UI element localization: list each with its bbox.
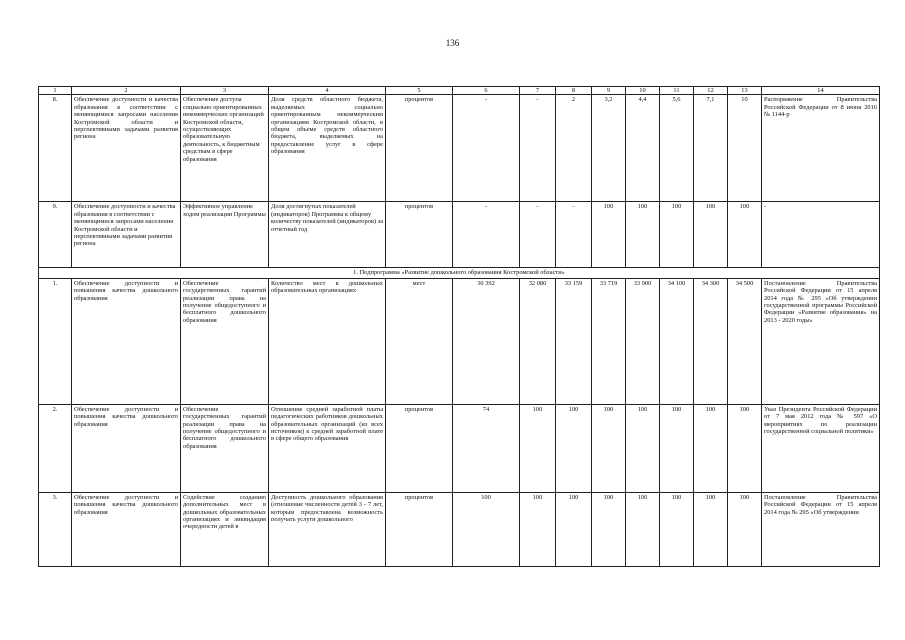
value-cell: - — [453, 202, 520, 268]
indicator-cell: Доля достигнутых показателей (индикаторов) Программы к общему количеству показателей (индикаторов) за отчетный год — [269, 202, 386, 268]
column-number: 10 — [626, 87, 660, 95]
value-cell: 74 — [453, 404, 520, 492]
value-cell: 33 900 — [626, 278, 660, 404]
value-cell: 34 300 — [694, 278, 728, 404]
task-cell: Обеспечение государственных гарантий реализации права на получение общедоступного и бесплатного дошкольного образования — [181, 278, 269, 404]
column-number: 7 — [520, 87, 556, 95]
row-number: 3. — [39, 492, 72, 566]
value-cell: 100 — [660, 492, 694, 566]
task-cell: Обеспечение доступа социально ориентированных некоммерческих организаций Костромской области, осуществляющих образовательную деятельность, к бюджетным средствам в сфере образования — [181, 95, 269, 202]
legal-basis-cell: Указ Президента Российской Федерации от 7 мая 2012 года № 597 «О мероприятиях по реализации государственной социальной политики» — [762, 404, 880, 492]
value-cell: 100 — [520, 492, 556, 566]
goal-cell: Обеспечение доступности и повышения качества дошкольного образования — [72, 404, 181, 492]
value-cell: 100 — [694, 492, 728, 566]
value-cell: 3,2 — [592, 95, 626, 202]
value-cell: 5,6 — [660, 95, 694, 202]
unit-cell: процентов — [386, 202, 453, 268]
value-cell: 7,1 — [694, 95, 728, 202]
unit-cell: мест — [386, 278, 453, 404]
table-row — [39, 95, 880, 202]
column-number: 4 — [269, 87, 386, 95]
column-number: 3 — [181, 87, 269, 95]
task-cell: Эффективное управление ходом реализации Программы — [181, 202, 269, 268]
legal-basis-cell: Постановление Правительства Российской Федерации от 15 апреля 2014 года № 295 «Об утверждении — [762, 492, 880, 566]
value-cell: 100 — [728, 492, 762, 566]
value-cell: 100 — [592, 404, 626, 492]
value-cell: 100 — [728, 202, 762, 268]
goal-cell: Обеспечение доступности и качества образования в соответствии с меняющимися запросами населения Костромской области и перспективными задачами развития региона — [72, 202, 181, 268]
goal-cell: Обеспечение доступности и качества образования в соответствии с меняющимися запросами населения Костромской области и перспективными задачами развития региона — [72, 95, 181, 202]
column-number: 2 — [72, 87, 181, 95]
task-cell: Содействие созданию дополнительных мест в дошкольных образовательных организациях и ликвидация очередности детей в — [181, 492, 269, 566]
row-number: 8. — [39, 95, 72, 202]
value-cell: 100 — [556, 492, 592, 566]
value-cell: 100 — [453, 492, 520, 566]
value-cell: 100 — [728, 404, 762, 492]
value-cell: 2 — [556, 95, 592, 202]
value-cell: 100 — [626, 202, 660, 268]
indicator-cell: Отношение средней заработной платы педагогических работников дошкольных образовательных организаций (из всех источников) к средней заработной плате в сфере общего образования — [269, 404, 386, 492]
value-cell: 33 719 — [592, 278, 626, 404]
value-cell: 100 — [592, 492, 626, 566]
value-cell: - — [520, 95, 556, 202]
table-row — [39, 202, 880, 268]
value-cell: 30 392 — [453, 278, 520, 404]
value-cell: 4,4 — [626, 95, 660, 202]
column-number: 1 — [39, 87, 72, 95]
indicator-cell: Доля средств областного бюджета, выделяемых социально ориентированным некоммерческим организациям Костромской области, в общем объеме средств областного бюджета, выделяемых на предоставление услуг в сфере образования — [269, 95, 386, 202]
legal-basis-cell: - — [762, 202, 880, 268]
goal-cell: Обеспечение доступности и повышения качества дошкольного образования — [72, 492, 181, 566]
value-cell: 33 159 — [556, 278, 592, 404]
goal-cell: Обеспечение доступности и повышения качества дошкольного образования — [72, 278, 181, 404]
value-cell: 100 — [694, 202, 728, 268]
column-number: 11 — [660, 87, 694, 95]
unit-cell: процентов — [386, 95, 453, 202]
unit-cell: процентов — [386, 492, 453, 566]
unit-cell: процентов — [386, 404, 453, 492]
column-number: 14 — [762, 87, 880, 95]
table-row — [39, 492, 880, 566]
value-cell: 10 — [728, 95, 762, 202]
value-cell: 100 — [520, 404, 556, 492]
indicators-table — [38, 86, 880, 567]
value-cell: 32 080 — [520, 278, 556, 404]
value-cell: - — [520, 202, 556, 268]
value-cell: 100 — [626, 492, 660, 566]
value-cell: 100 — [694, 404, 728, 492]
value-cell: 100 — [556, 404, 592, 492]
value-cell: 34 500 — [728, 278, 762, 404]
column-number: 5 — [386, 87, 453, 95]
column-number-row — [39, 87, 880, 95]
table-row — [39, 278, 880, 404]
value-cell: 100 — [660, 202, 694, 268]
value-cell: 34 100 — [660, 278, 694, 404]
subprogram-title: 1. Подпрограмма «Развитие дошкольного образования Костромской области» — [39, 268, 880, 278]
value-cell: 100 — [660, 404, 694, 492]
column-number: 8 — [556, 87, 592, 95]
table-row — [39, 404, 880, 492]
page-number: 136 — [445, 38, 460, 48]
column-number: 12 — [694, 87, 728, 95]
value-cell: 100 — [592, 202, 626, 268]
column-number: 9 — [592, 87, 626, 95]
indicator-cell: Количество мест в дошкольных образовательных организациях — [269, 278, 386, 404]
column-number: 6 — [453, 87, 520, 95]
value-cell: 100 — [626, 404, 660, 492]
value-cell: - — [556, 202, 592, 268]
row-number: 2. — [39, 404, 72, 492]
legal-basis-cell: Постановление Правительства Российской Федерации от 15 апреля 2014 года № 295 «Об утверждении государственной программы Российской Федерации «Развитие образования» на 2013 - 2020 годы» — [762, 278, 880, 404]
subprogram-row — [39, 268, 880, 278]
task-cell: Обеспечение государственных гарантий реализации права на получение общедоступного и бесплатного дошкольного образования — [181, 404, 269, 492]
value-cell: - — [453, 95, 520, 202]
row-number: 9. — [39, 202, 72, 268]
row-number: 1. — [39, 278, 72, 404]
legal-basis-cell: Распоряжение Правительства Российской Федерации от 8 июня 2016 № 1144-р — [762, 95, 880, 202]
column-number: 13 — [728, 87, 762, 95]
indicator-cell: Доступность дошкольного образования (отношение численности детей 3 - 7 лет, которым предоставлена возможность получать услуги дошкольного — [269, 492, 386, 566]
